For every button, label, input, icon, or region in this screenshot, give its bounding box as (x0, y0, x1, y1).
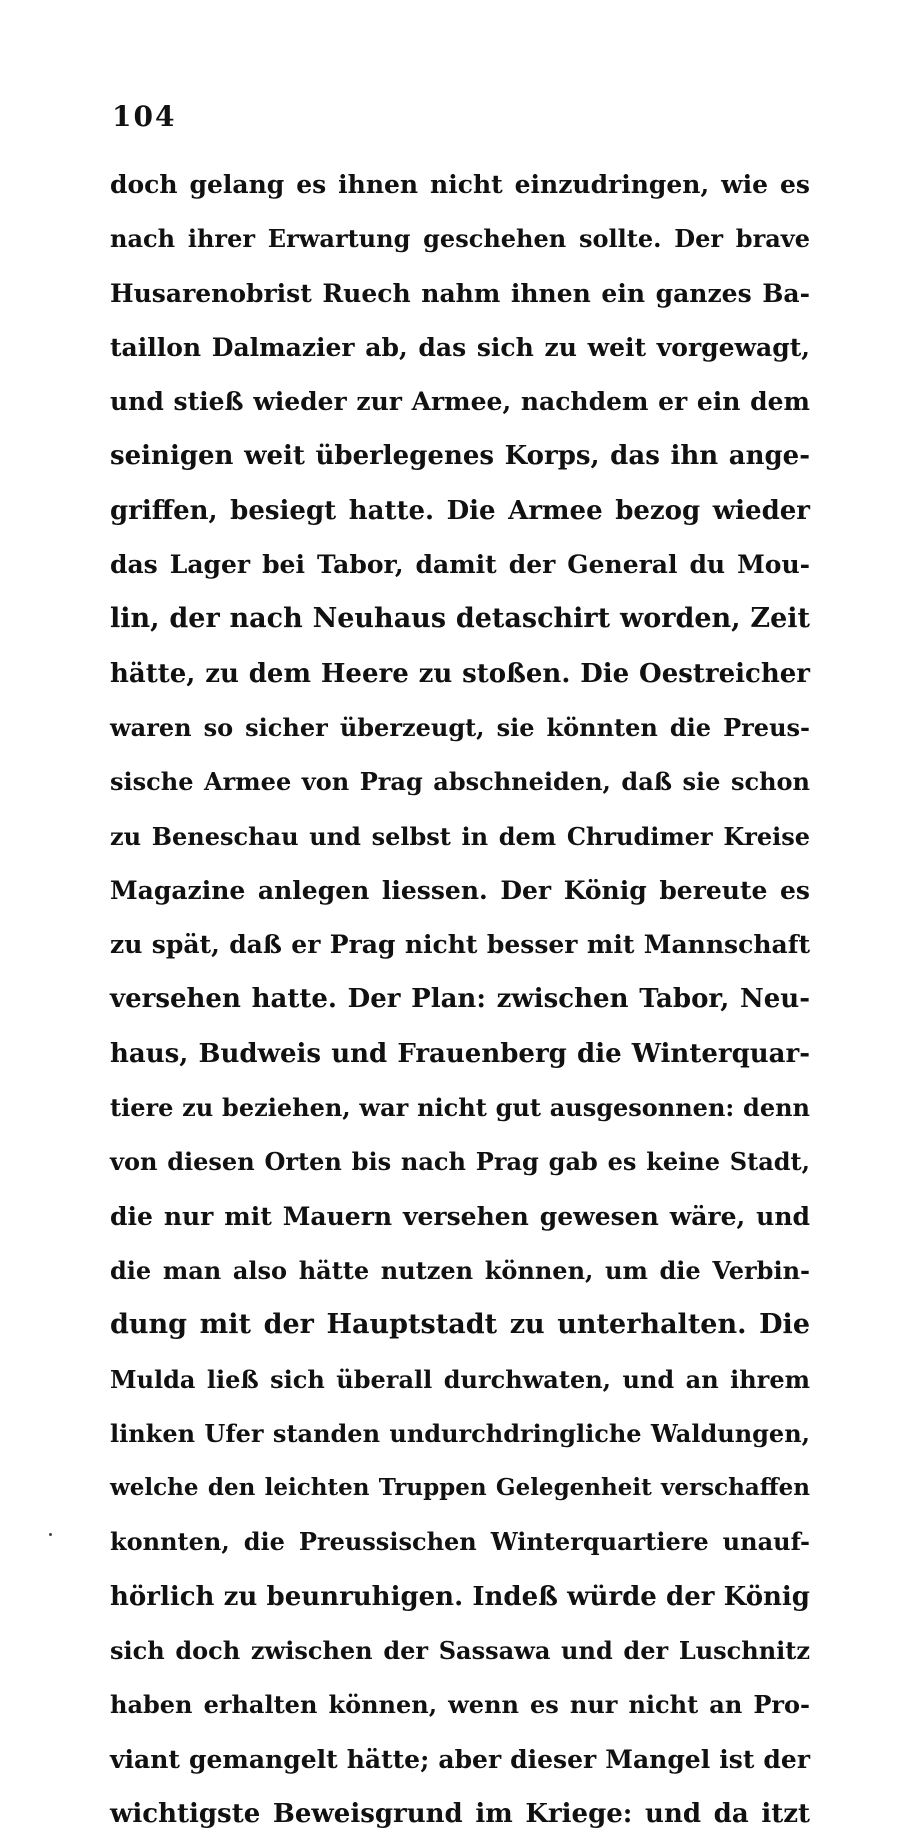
text-line: die nur mit Mauern versehen gewesen wäre, und (110, 1201, 810, 1231)
page-number: 104 (112, 100, 177, 133)
text-line: taillon Dalmazier ab, das sich zu weit vorgewagt, (110, 332, 810, 362)
text-line: sische Armee von Prag abschneiden, daß sie schon (110, 767, 810, 797)
text-line: sich doch zwischen der Sassawa und der Luschnitz (110, 1636, 810, 1666)
body-text (110, 158, 810, 1841)
text-line: haus, Budweis und Frauenberg die Winterquar- (110, 1038, 810, 1069)
text-line: tiere zu beziehen, war nicht gut ausgesonnen: denn (110, 1093, 810, 1123)
text-line: zu spät, daß er Prag nicht besser mit Mannschaft (110, 930, 810, 960)
text-line: die man also hätte nutzen können, um die Verbin- (110, 1255, 810, 1285)
text-line: hörlich zu beunruhigen. Indeß würde der König (110, 1581, 810, 1612)
text-line: konnten, die Preussischen Winterquartiere unauf- (110, 1527, 810, 1557)
scan-speck (49, 1533, 52, 1536)
text-line: haben erhalten können, wenn es nur nicht an Pro- (110, 1690, 810, 1720)
text-line: Magazine anlegen liessen. Der König bereute es (110, 875, 810, 905)
text-line: seinigen weit überlegenes Korps, das ihn ange- (110, 441, 810, 472)
text-line: griffen, besiegt hatte. Die Armee bezog wieder (110, 495, 810, 526)
text-line: viant gemangelt hätte; aber dieser Mangel ist der (110, 1744, 810, 1774)
text-line: hätte, zu dem Heere zu stoßen. Die Oestreicher (110, 658, 810, 689)
text-line: waren so sicher überzeugt, sie könnten die Preus- (110, 712, 810, 742)
text-line: lin, der nach Neuhaus detaschirt worden, Zeit (110, 603, 810, 635)
text-line: zu Beneschau und selbst in dem Chrudimer Kreise (110, 821, 810, 851)
text-line: dung mit der Hauptstadt zu unterhalten. Die (110, 1309, 810, 1341)
text-line: doch gelang es ihnen nicht einzudringen, wie es (110, 170, 810, 199)
text-line: linken Ufer standen undurchdringliche Waldungen, (110, 1418, 810, 1448)
text-line: versehen hatte. Der Plan: zwischen Tabor, Neu- (110, 984, 810, 1015)
text-line: Mulda ließ sich überall durchwaten, und an ihrem (110, 1364, 810, 1394)
text-line: von diesen Orten bis nach Prag gab es keine Stadt, (110, 1147, 810, 1177)
text-line: und stieß wieder zur Armee, nachdem er ein dem (110, 387, 810, 417)
text-line: wichtigste Beweisgrund im Kriege: und da itzt (110, 1798, 810, 1829)
text-line: welche den leichten Truppen Gelegenheit verschaffen (110, 1474, 810, 1502)
text-line: nach ihrer Erwartung geschehen sollte. Der brave (110, 224, 810, 254)
text-line: Husarenobrist Ruech nahm ihnen ein ganzes Ba- (110, 278, 810, 308)
text-line: das Lager bei Tabor, damit der General du Mou- (110, 550, 810, 580)
